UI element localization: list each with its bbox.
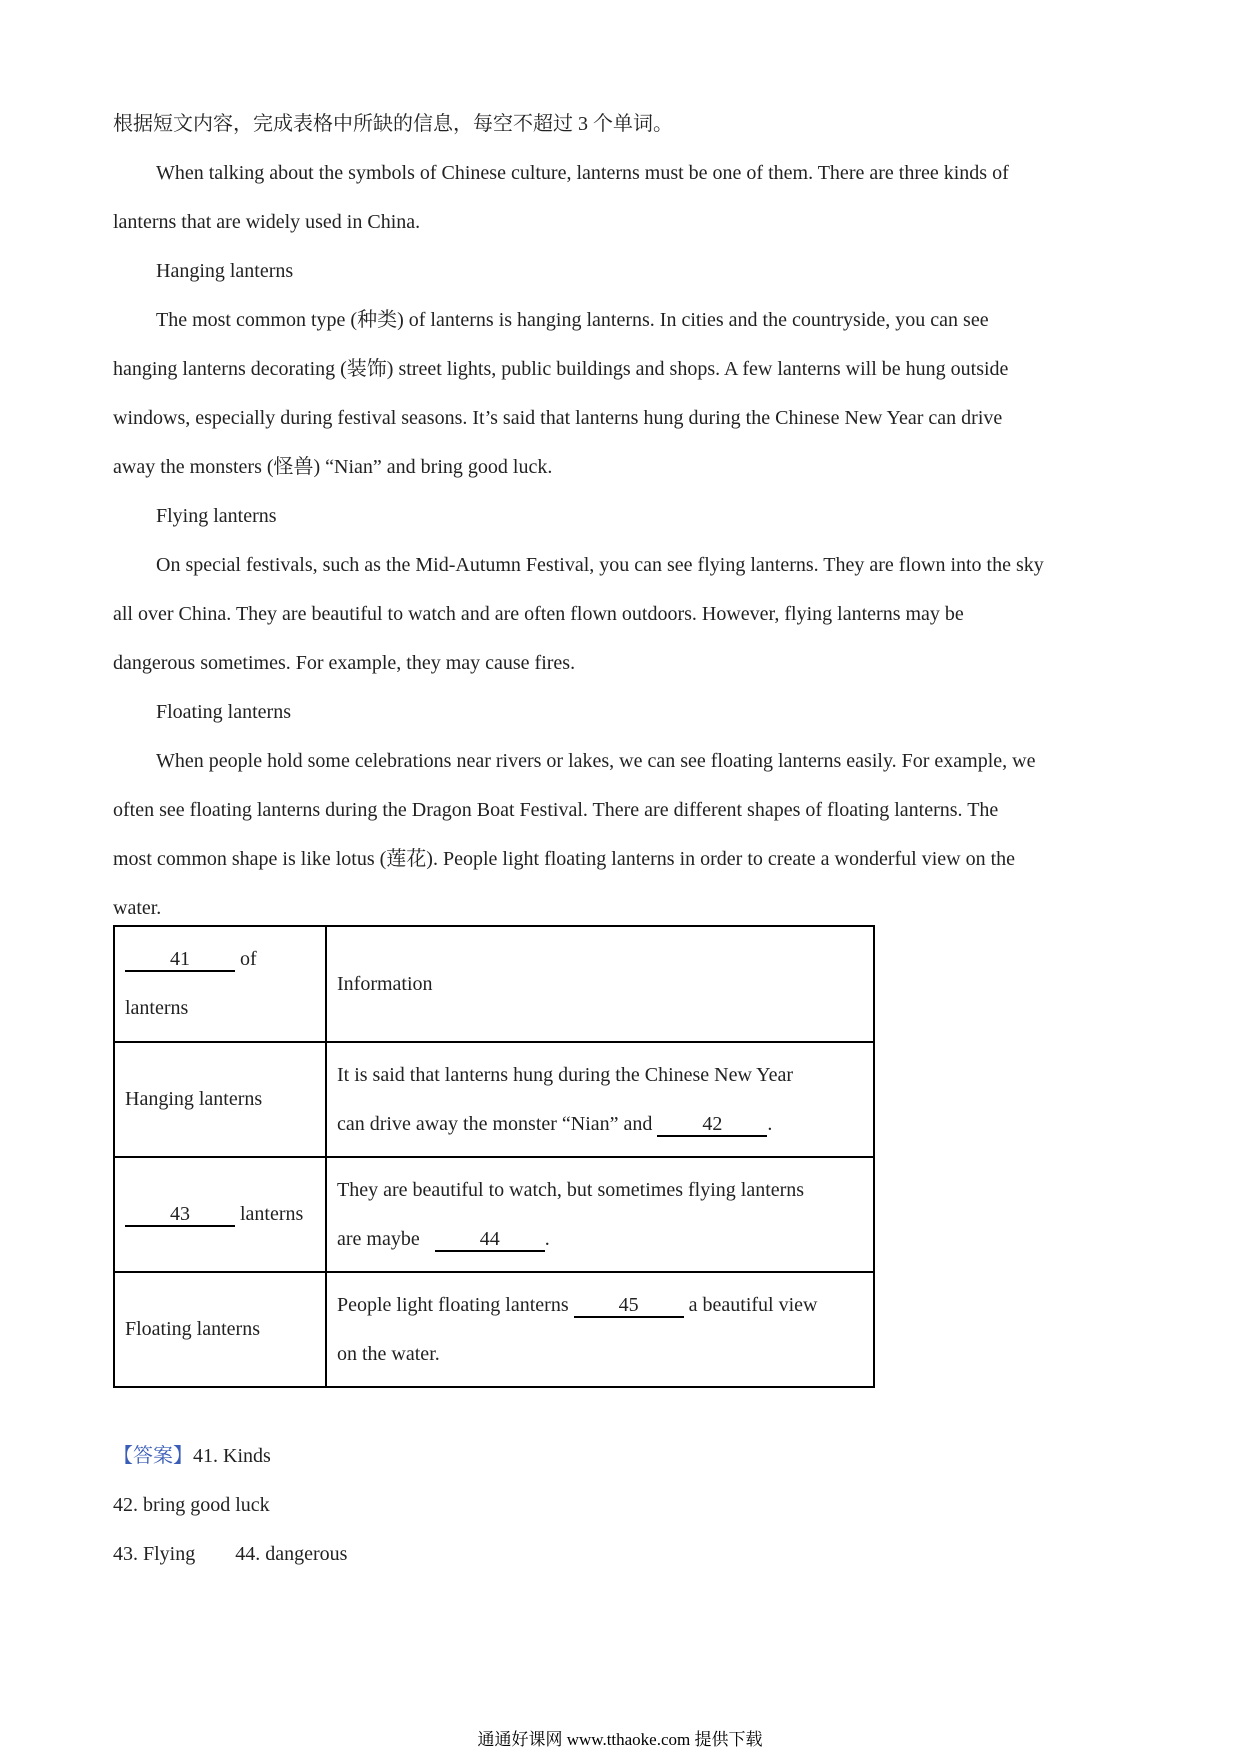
table-row bbox=[114, 926, 874, 1042]
cell-text: They are beautiful to watch, but sometimes flying lanterns bbox=[337, 1178, 805, 1201]
info-table bbox=[113, 925, 875, 1388]
cell-text: . bbox=[544, 1227, 550, 1250]
table-cell-header-kinds bbox=[114, 926, 326, 1042]
section-heading-floating: Floating lanterns bbox=[156, 701, 291, 723]
hanging-paragraph-line: hanging lanterns decorating (装饰) street lights, public buildings and shops. A few lanterns will be hung outside bbox=[113, 358, 1009, 380]
floating-paragraph-line: water. bbox=[113, 897, 162, 919]
answer-42: 42. bring good luck bbox=[113, 1494, 270, 1516]
answer-line bbox=[113, 1530, 347, 1579]
table-cell-hanging bbox=[114, 1042, 326, 1157]
hanging-paragraph-line: away the monsters (怪兽) “Nian” and bring good luck. bbox=[113, 456, 553, 478]
instruction: 根据短文内容，完成表格中所缺的信息，每空不超过 3 个单词。 bbox=[113, 113, 673, 135]
table-row bbox=[114, 1272, 874, 1387]
answer-41: 41. Kinds bbox=[193, 1445, 271, 1467]
cell-text: of bbox=[240, 948, 257, 970]
cell-text: lanterns bbox=[125, 997, 189, 1019]
table-cell-flying-info bbox=[326, 1157, 874, 1272]
flying-paragraph-line: all over China. They are beautiful to watch and are often flown outdoors. However, flying lanterns may be bbox=[113, 603, 964, 625]
intro-line: When talking about the symbols of Chinese culture, lanterns must be one of them. There are three kinds of bbox=[156, 162, 1009, 184]
answer-line bbox=[113, 1432, 347, 1481]
cell-text: Information bbox=[337, 972, 433, 995]
cell-text: It is said that lanterns hung during the Chinese New Year bbox=[337, 1063, 794, 1086]
passage bbox=[113, 100, 1133, 933]
cell-text: Hanging lanterns bbox=[125, 1088, 263, 1110]
blank-43[interactable]: 43 bbox=[125, 1203, 235, 1227]
blank-45[interactable]: 45 bbox=[574, 1294, 684, 1318]
cell-text: a beautiful view bbox=[688, 1293, 818, 1316]
section-heading-hanging: Hanging lanterns bbox=[156, 260, 294, 282]
table-cell-flying bbox=[114, 1157, 326, 1272]
answer-section bbox=[113, 1432, 347, 1579]
answer-44: 44. dangerous bbox=[235, 1543, 348, 1565]
cell-text: are maybe bbox=[337, 1227, 420, 1250]
flying-paragraph-line: On special festivals, such as the Mid-Autumn Festival, you can see flying lanterns. They are flown into the sky bbox=[156, 554, 1044, 576]
answer-43: 43. Flying bbox=[113, 1543, 196, 1565]
flying-paragraph-line: dangerous sometimes. For example, they may cause fires. bbox=[113, 652, 576, 674]
table-cell-floating bbox=[114, 1272, 326, 1387]
section-heading-flying: Flying lanterns bbox=[156, 505, 277, 527]
cell-text: . bbox=[767, 1112, 773, 1135]
blank-42[interactable]: 42 bbox=[657, 1113, 767, 1137]
hanging-paragraph-line: The most common type (种类) of lanterns is hanging lanterns. In cities and the countryside, you can see bbox=[156, 309, 989, 331]
floating-paragraph-line: When people hold some celebrations near rivers or lakes, we can see floating lanterns easily. For example, we bbox=[156, 750, 1036, 772]
blank-41[interactable]: 41 bbox=[125, 948, 235, 972]
table-cell-header-information bbox=[326, 926, 874, 1042]
floating-paragraph-line: most common shape is like lotus (莲花). People light floating lanterns in order to create a wonderful view on the bbox=[113, 848, 1016, 870]
intro-line: lanterns that are widely used in China. bbox=[113, 211, 421, 233]
hanging-paragraph-line: windows, especially during festival seasons. It’s said that lanterns hung during the Chinese New Year can drive bbox=[113, 407, 1003, 429]
table-cell-hanging-info bbox=[326, 1042, 874, 1157]
table-cell-floating-info bbox=[326, 1272, 874, 1387]
cell-text: People light floating lanterns bbox=[337, 1293, 569, 1316]
cell-text: can drive away the monster “Nian” and bbox=[337, 1112, 653, 1135]
cell-text: on the water. bbox=[337, 1342, 440, 1365]
table-row bbox=[114, 1157, 874, 1272]
answer-tag: 【答案】 bbox=[113, 1445, 193, 1467]
page-footer: 通通好课网 www.tthaoke.com 提供下载 bbox=[477, 1730, 763, 1749]
cell-text: lanterns bbox=[240, 1203, 304, 1225]
cell-text: Floating lanterns bbox=[125, 1318, 260, 1340]
blank-44[interactable]: 44 bbox=[435, 1228, 545, 1252]
table-row bbox=[114, 1042, 874, 1157]
floating-paragraph-line: often see floating lanterns during the Dragon Boat Festival. There are different shapes of floating lanterns. The bbox=[113, 799, 999, 821]
